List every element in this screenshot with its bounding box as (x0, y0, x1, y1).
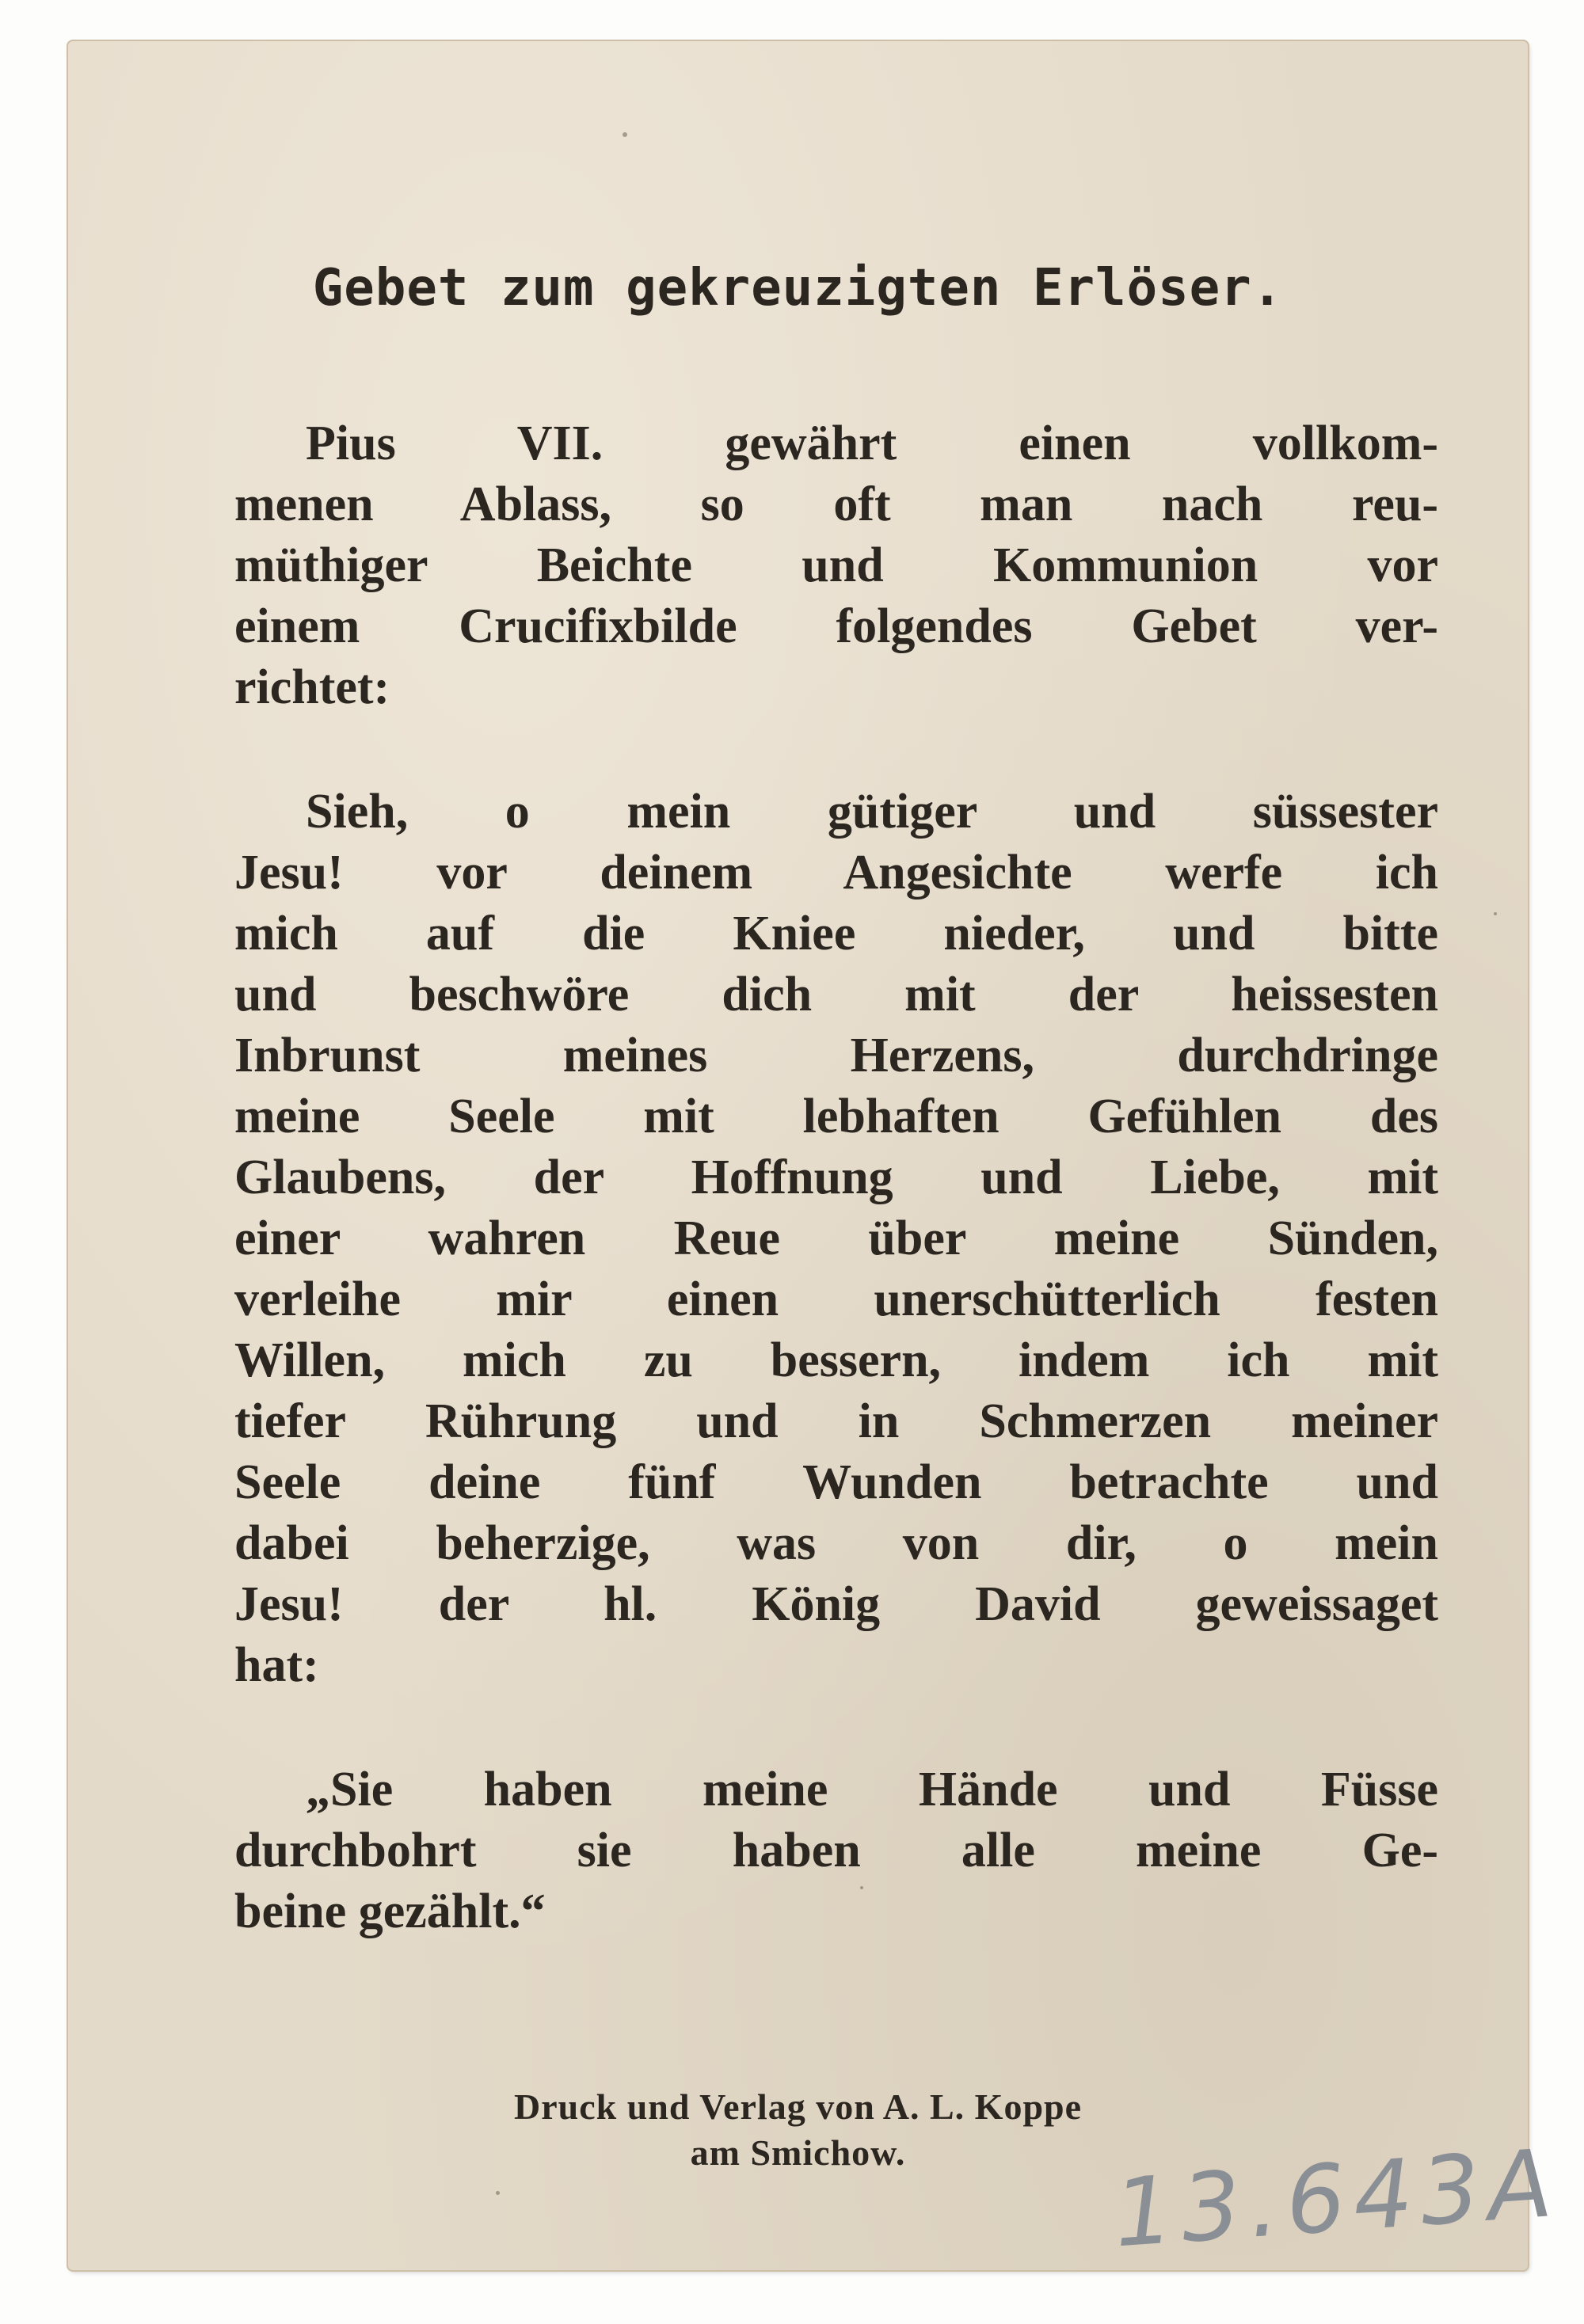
prayer-line: Jesu! der hl. König David geweissaget (234, 1577, 1438, 1631)
quote-line: beine gezählt.“ (234, 1885, 546, 1938)
paper-speck (1494, 912, 1497, 915)
prayer-line: Inbrunst meines Herzens, durchdringe (234, 1029, 1438, 1082)
intro-line: menen Ablass, so oft man nach reu- (234, 477, 1438, 531)
intro-paragraph (234, 413, 1438, 718)
imprint-line: am Smichow. (690, 2132, 906, 2173)
quote-line: durchbohrt sie haben alle meine Ge- (234, 1824, 1438, 1877)
paper-speck (860, 1886, 863, 1889)
prayer-line: dabei beherzige, was von dir, o mein (234, 1516, 1438, 1570)
prayer-line: hat: (234, 1638, 319, 1692)
paper-speck (496, 2191, 500, 2195)
prayer-card (68, 41, 1563, 2270)
prayer-line: tiefer Rührung und in Schmerzen meiner (234, 1394, 1438, 1448)
prayer-line: einer wahren Reue über meine Sünden, (234, 1211, 1438, 1265)
prayer-line: und beschwöre dich mit der heissesten (234, 968, 1438, 1021)
prayer-line: Sieh, o mein gütiger und süssester (306, 785, 1438, 839)
card-title: Gebet zum gekreuzigten Erlöser. (312, 259, 1284, 318)
prayer-line: Jesu! vor deinem Angesichte werfe ich (234, 846, 1438, 900)
quote-line: „Sie haben meine Hände und Füsse (306, 1763, 1438, 1816)
prayer-line: meine Seele mit lebhaften Gefühlen des (234, 1090, 1438, 1143)
intro-line: richtet: (234, 660, 390, 714)
intro-line: Pius VII. gewährt einen vollkom- (306, 416, 1438, 470)
intro-line: einem Crucifixbilde folgendes Gebet ver- (234, 599, 1438, 653)
quote-paragraph (234, 1759, 1438, 1942)
prayer-line: mich auf die Kniee nieder, und bitte (234, 907, 1438, 960)
handwritten-inventory-number: 13.643A (1110, 2128, 1563, 2269)
prayer-line: verleihe mir einen unerschütterlich festen (234, 1272, 1438, 1326)
paper-speck (623, 132, 627, 137)
prayer-line: Seele deine fünf Wunden betrachte und (234, 1455, 1438, 1509)
prayer-paragraph (234, 782, 1438, 1696)
prayer-line: Glaubens, der Hoffnung und Liebe, mit (234, 1151, 1438, 1204)
intro-line: müthiger Beichte und Kommunion vor (234, 538, 1438, 592)
prayer-line: Willen, mich zu bessern, indem ich mit (234, 1333, 1438, 1387)
imprint-line: Druck und Verlag von A. L. Koppe (513, 2086, 1083, 2127)
